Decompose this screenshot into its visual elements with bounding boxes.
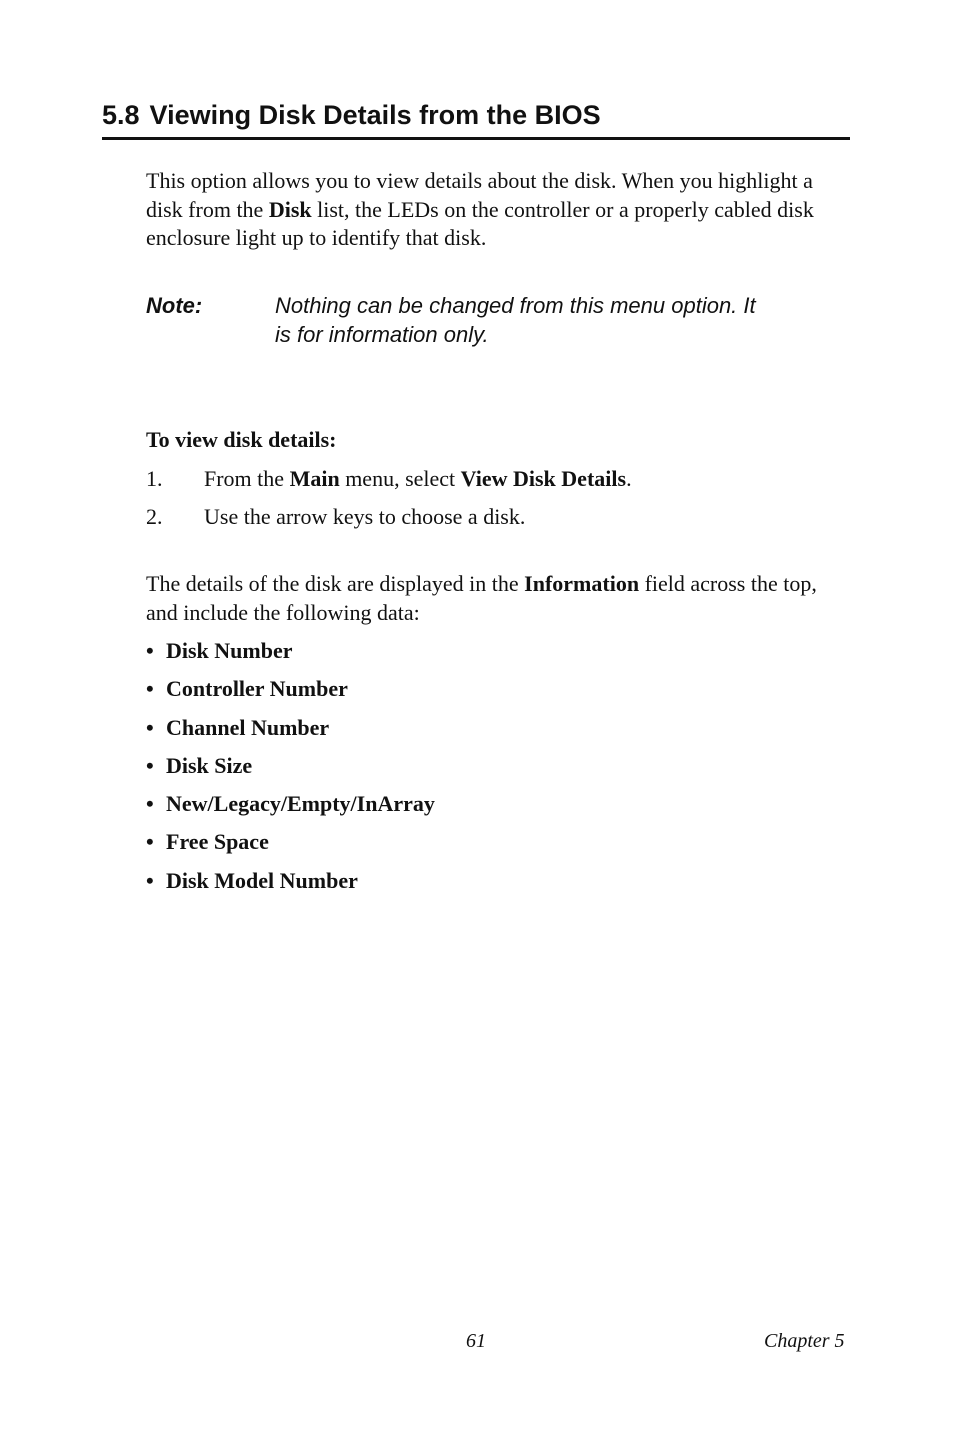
list-item: [146, 675, 435, 713]
intro-paragraph: [146, 167, 852, 253]
list-item-text: Disk Number: [166, 638, 293, 663]
bullet: •: [146, 867, 154, 893]
bullet: •: [146, 676, 154, 702]
bullet: •: [146, 791, 154, 817]
intro-bold-disk: Disk: [268, 196, 312, 222]
list-item-text: Free Space: [166, 829, 269, 855]
section-heading: [102, 98, 850, 140]
step-text: From the: [204, 466, 290, 491]
list-item: [146, 714, 435, 752]
intro-text-1: This option allows you to view details about the disk. When you highlight a disk from the: [146, 168, 813, 222]
section-title: Viewing Disk Details from the BIOS: [149, 100, 601, 130]
details-bold-information: Information: [524, 571, 640, 596]
list-item-text: New/Legacy/Empty/InArray: [166, 791, 435, 817]
step-text: .: [626, 466, 632, 491]
details-paragraph: [146, 570, 852, 627]
step-text: Use the arrow keys to choose a disk.: [204, 504, 526, 529]
procedure-step-2: [146, 503, 525, 531]
procedure-step-1: [146, 465, 632, 493]
list-item-text: Disk Model Number: [166, 867, 358, 893]
step-number: 1.: [146, 466, 163, 491]
step-bold-view-disk-details: View Disk Details: [460, 466, 627, 491]
list-item-text: Disk Size: [166, 752, 253, 778]
details-text-2: field across the top, and include the following data:: [146, 571, 817, 625]
note-line-1: Nothing can be changed from this menu option. It: [275, 293, 756, 318]
bullet: •: [146, 752, 154, 778]
list-item-text: Channel Number: [166, 714, 330, 740]
details-text-1: The details of the disk are displayed in the: [146, 571, 525, 596]
list-item-text: Controller Number: [166, 676, 348, 702]
bullet: •: [146, 829, 154, 855]
section-number: 5.8: [102, 100, 140, 130]
list-item: [146, 790, 435, 828]
step-bold-main: Main: [289, 466, 340, 491]
bullet: •: [146, 714, 154, 740]
list-item: [146, 828, 435, 866]
list-item: [146, 867, 435, 905]
disk-data-list: [146, 637, 435, 905]
list-item: [146, 752, 435, 790]
procedure-title: To view disk details:: [146, 427, 337, 452]
step-text: menu, select: [339, 466, 461, 491]
note-line-2: is for information only.: [275, 321, 489, 347]
note-label: Note:: [146, 293, 203, 318]
bullet: •: [146, 638, 154, 663]
page-number: 61: [466, 1330, 486, 1352]
list-item: [146, 637, 435, 675]
note-text: [275, 292, 815, 349]
step-number: 2.: [146, 504, 163, 529]
chapter-label: Chapter 5: [764, 1330, 845, 1352]
intro-text-2: list, the LEDs on the controller or a properly cabled disk enclosure light up to identify that disk.: [146, 196, 814, 250]
